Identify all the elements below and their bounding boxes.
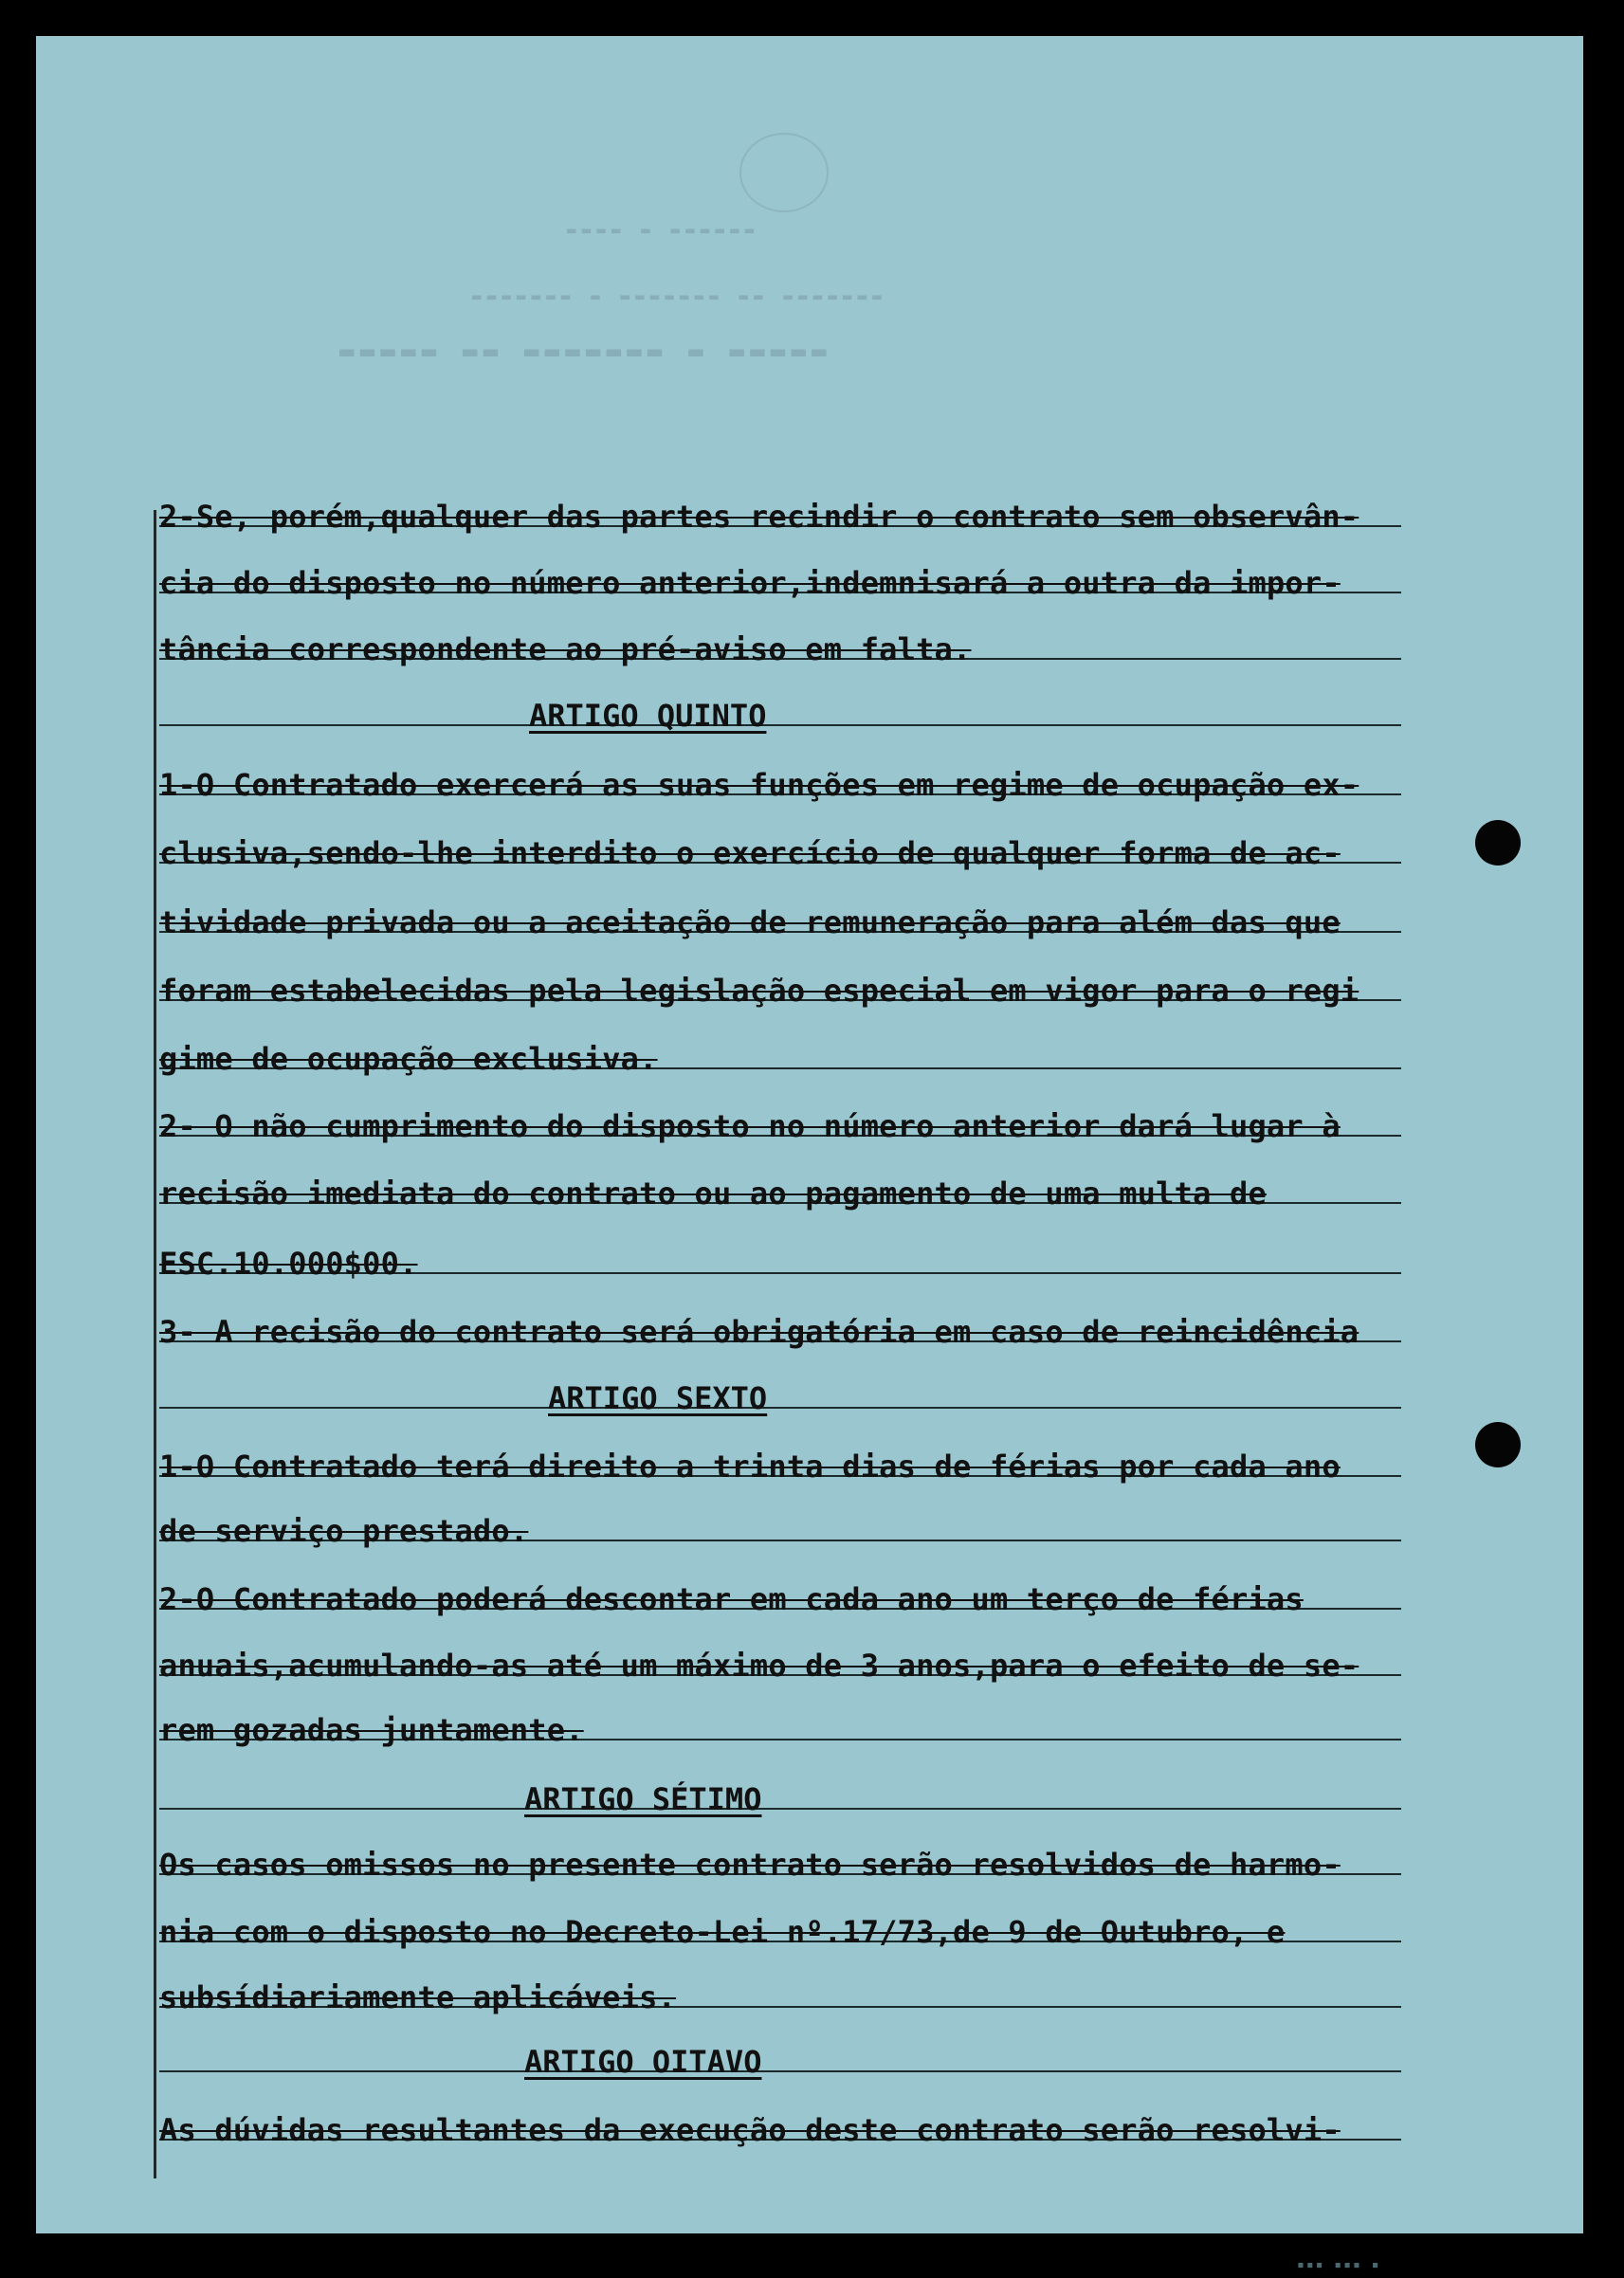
margin-line: [154, 510, 156, 2178]
line-text: recisão imediata do contrato ou ao pagamento de uma multa de: [159, 1175, 1267, 1212]
seal-emblem: [739, 133, 829, 212]
line-text: tividade privada ou a aceitação de remuneração para além das que: [159, 904, 1341, 940]
letterhead-line-2: ▬▬▬▬▬▬▬ ▬ ▬▬▬▬▬▬▬ ▬▬ ▬▬▬▬▬▬▬: [472, 287, 887, 305]
line-text: 1-O Contratado exercerá as suas funções em regime de ocupação ex-: [159, 767, 1359, 803]
text-line: [159, 465, 1401, 537]
line-text: Os casos omissos no presente contrato serão resolvidos de harmo-: [159, 1847, 1341, 1883]
line-text: rem gozadas juntamente.: [159, 1712, 584, 1748]
punch-hole: [1475, 1422, 1521, 1467]
text-line: [159, 1212, 1401, 1284]
document-page: [36, 36, 1583, 2272]
text-line: [159, 2078, 1401, 2150]
text-line: [159, 1074, 1401, 1146]
ruled-line: [159, 1407, 1401, 1409]
text-line: [159, 1945, 1401, 2017]
line-text: ESC.10.000$00.: [159, 1246, 418, 1282]
line-text: subsídiariamente aplicáveis.: [159, 1979, 677, 2015]
text-line: [159, 1880, 1401, 1952]
letterhead-line-1: ▬▬▬▬ ▬ ▬▬▬▬▬▬: [567, 221, 760, 239]
text-line: [159, 1479, 1401, 1551]
text-line: [159, 1678, 1401, 1750]
line-text: cia do disposto no número anterior,indemnisará a outra da impor-: [159, 565, 1341, 601]
heading-text: ARTIGO SEXTO: [548, 1380, 768, 1416]
text-line: [159, 1007, 1401, 1079]
line-text: de serviço prestado.: [159, 1513, 529, 1549]
heading-text: ARTIGO SÉTIMO: [524, 1781, 762, 1817]
line-text: As dúvidas resultantes da execução deste contrato serão resolvi-: [159, 2112, 1341, 2148]
line-text: anuais,acumulando-as até um máximo de 3 anos,para o efeito de se-: [159, 1648, 1359, 1684]
line-text: gime de ocupação exclusiva.: [159, 1041, 658, 1077]
text-line: [159, 1414, 1401, 1486]
ruled-line: [159, 724, 1401, 726]
page-stamp: ▪▪▪ ▪▪▪ ▪: [1297, 2258, 1381, 2272]
text-line: [159, 733, 1401, 805]
text-line: [159, 870, 1401, 942]
text-line: [159, 801, 1401, 873]
text-line: [159, 1280, 1401, 1352]
text-line: [159, 531, 1401, 603]
line-text: 1-O Contratado terá direito a trinta dias de férias por cada ano: [159, 1449, 1341, 1485]
text-line: [159, 597, 1401, 669]
text-line: [159, 1547, 1401, 1619]
article-heading: [159, 664, 1401, 736]
line-text: 3- A recisão do contrato será obrigatória em caso de reincidência: [159, 1314, 1359, 1350]
text-line: [159, 939, 1401, 1011]
text-line: [159, 1141, 1401, 1213]
article-heading: [159, 1747, 1401, 1819]
line-text: foram estabelecidas pela legislação especial em vigor para o regi: [159, 973, 1359, 1009]
article-heading: [159, 2010, 1401, 2082]
ruled-line: [159, 2070, 1401, 2072]
line-text: 2-O Contratado poderá descontar em cada ano um terço de férias: [159, 1581, 1304, 1617]
text-line: [159, 1813, 1401, 1885]
ruled-line: [159, 1808, 1401, 1810]
article-heading: [159, 1346, 1401, 1418]
line-text: tância correspondente ao pré-aviso em falta.: [159, 631, 972, 667]
heading-text: ARTIGO QUINTO: [529, 698, 767, 734]
line-text: nia com o disposto no Decreto-Lei nº.17/73,de 9 de Outubro, e: [159, 1914, 1286, 1950]
line-text: clusiva,sendo-lhe interdito o exercício de qualquer forma de ac-: [159, 835, 1341, 871]
text-line: [159, 1613, 1401, 1686]
punch-hole: [1475, 820, 1521, 866]
letterhead-line-3: ▬▬▬▬▬ ▬▬ ▬▬▬▬▬▬▬ ▬ ▬▬▬▬▬: [339, 337, 832, 366]
line-text: 2- O não cumprimento do disposto no número anterior dará lugar à: [159, 1108, 1341, 1144]
heading-text: ARTIGO OITAVO: [524, 2044, 762, 2080]
line-text: 2-Se, porém,qualquer das partes recindir o contrato sem observân-: [159, 499, 1359, 535]
